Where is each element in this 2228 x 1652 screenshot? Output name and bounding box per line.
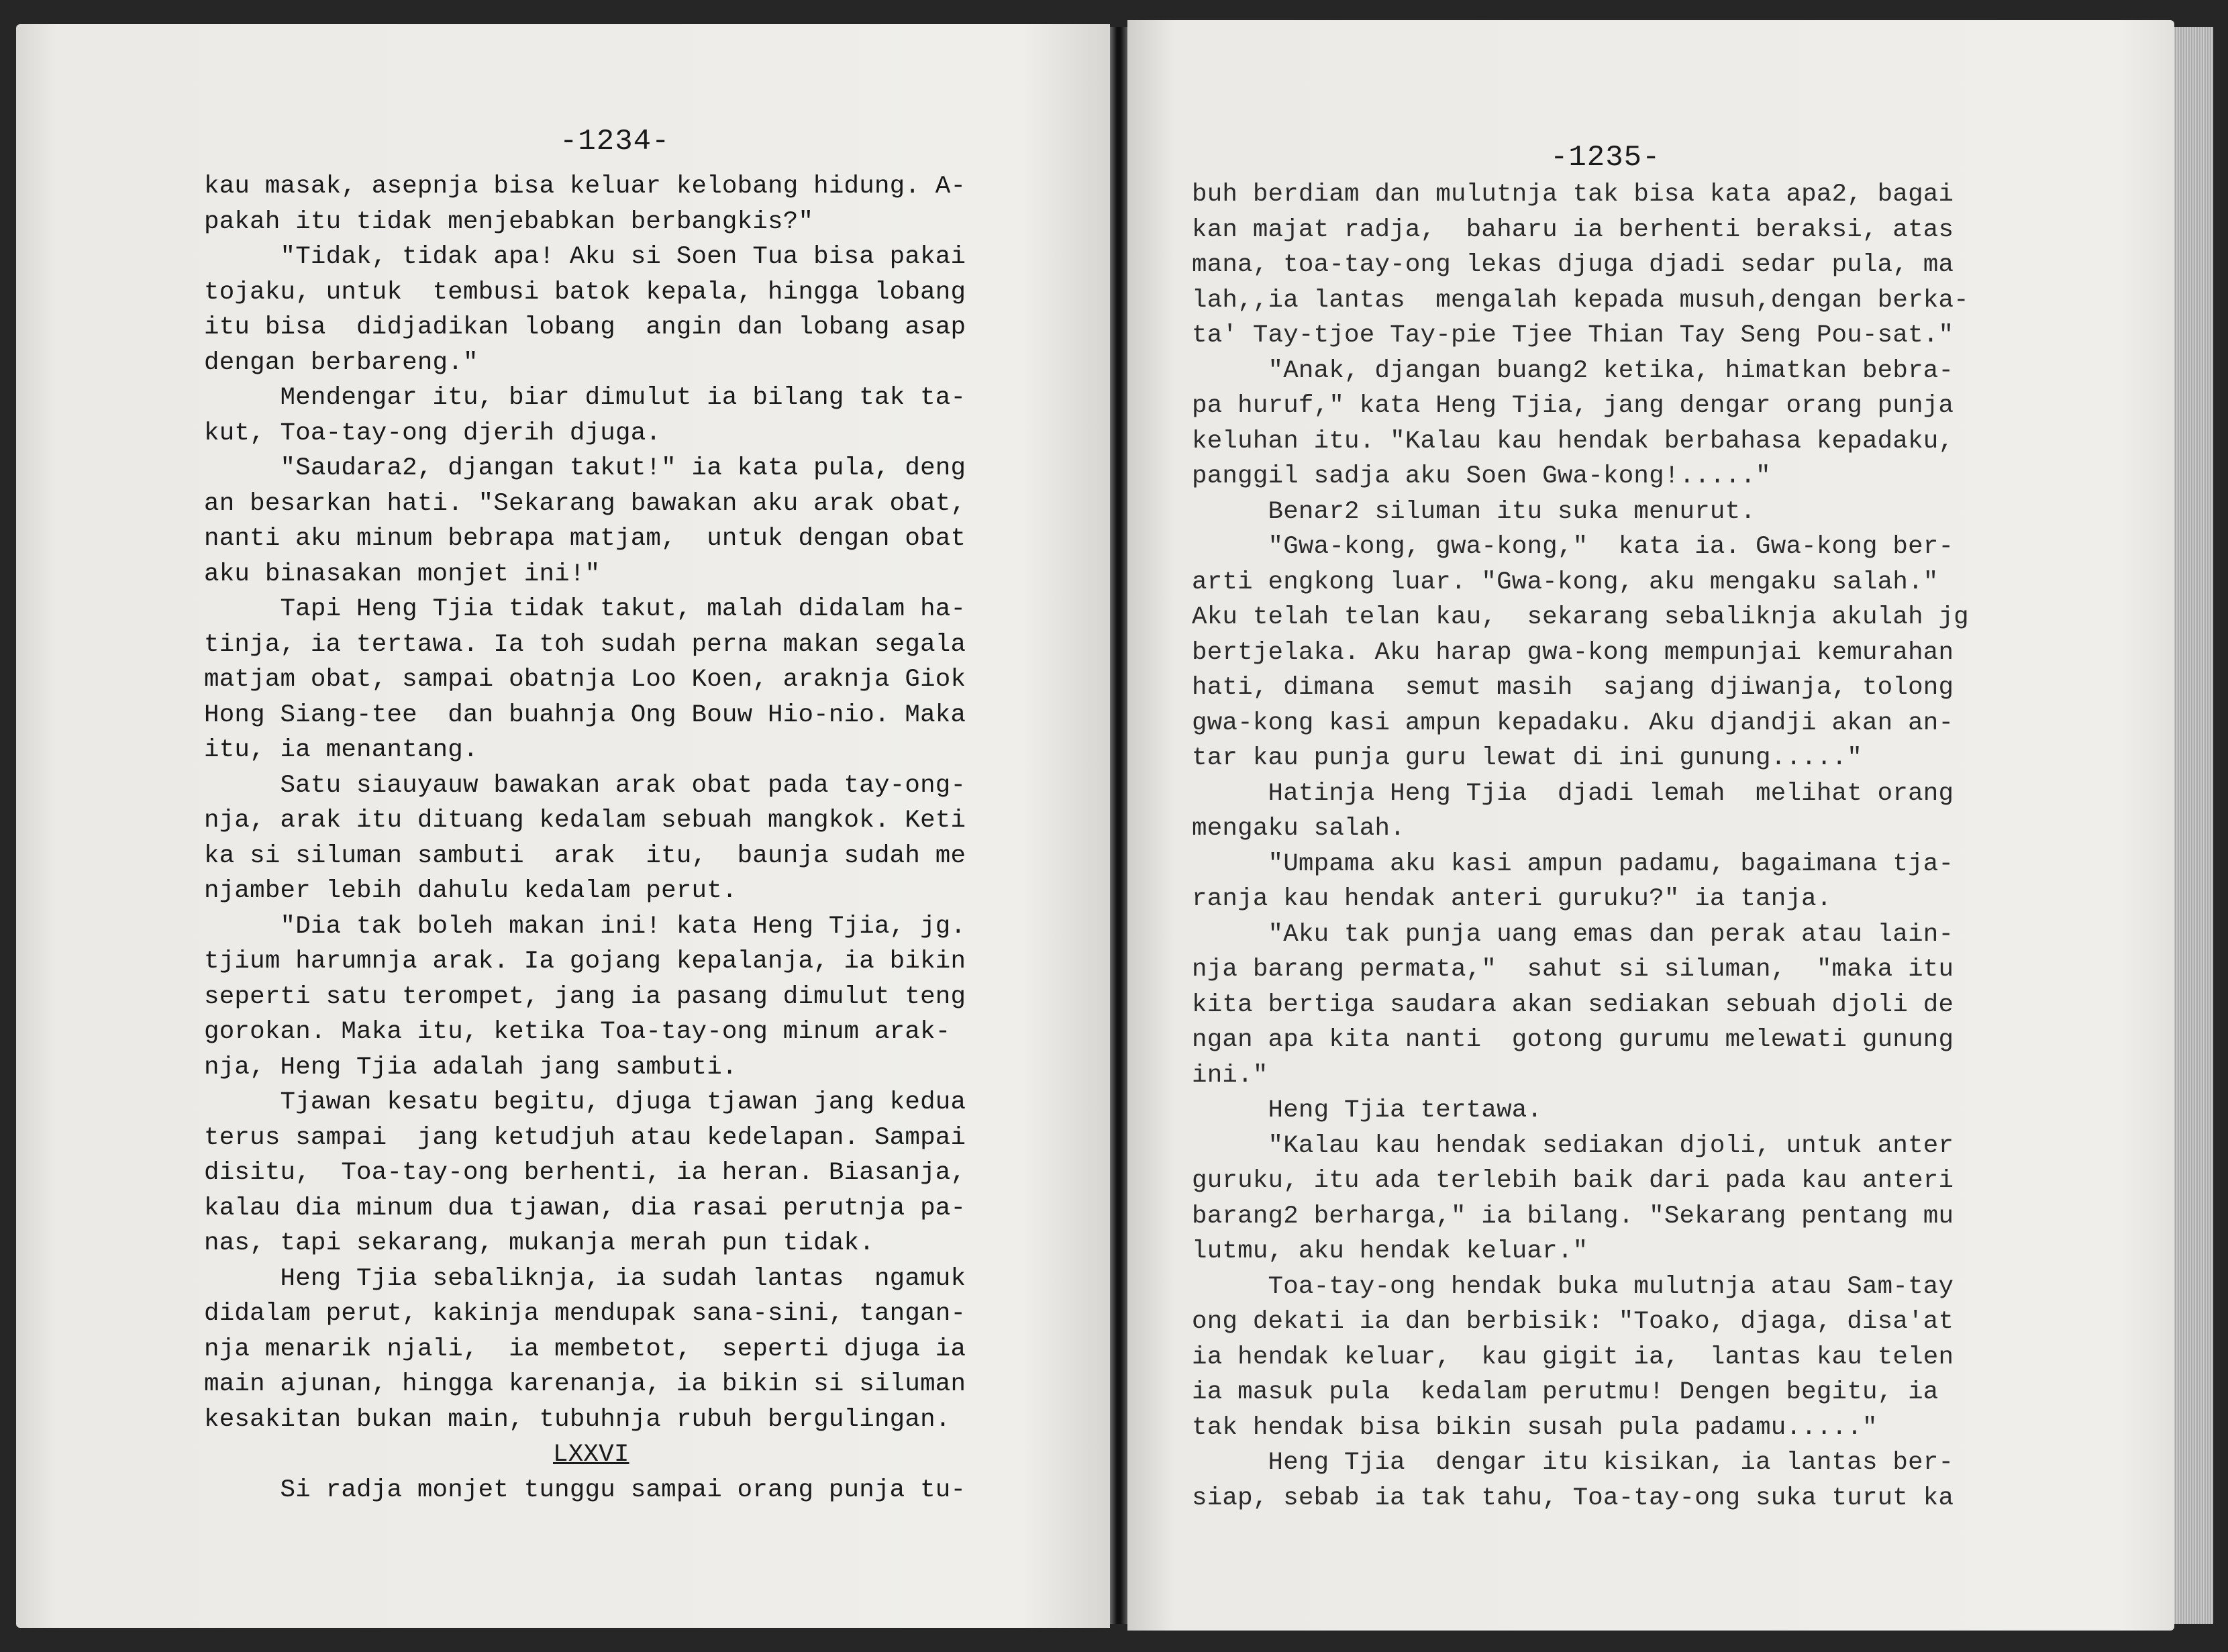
- book-gutter: [1110, 27, 1127, 1624]
- text-line: Si radja monjet tunggu sampai orang punja tu-: [204, 1476, 966, 1504]
- text-line: "Saudara2, djangan takut!" ia kata pula, deng: [204, 454, 966, 482]
- text-line: nja, arak itu dituang kedalam sebuah mangkok. Keti: [204, 807, 966, 835]
- left-page-text: [204, 169, 966, 1508]
- text-line: ini.": [1192, 1061, 1268, 1090]
- text-line: hati, dimana semut masih sajang djiwanja, tolong: [1192, 674, 1954, 702]
- text-line: Heng Tjia sebaliknja, ia sudah lantas ngamuk: [204, 1264, 966, 1293]
- text-line: Tapi Heng Tjia tidak takut, malah didalam ha-: [204, 595, 966, 623]
- text-line: lah,,ia lantas mengalah kepada musuh,dengan berka-: [1192, 286, 1969, 315]
- text-line: nja, Heng Tjia adalah jang sambuti.: [204, 1053, 738, 1082]
- text-line: ta' Tay-tjoe Tay-pie Tjee Thian Tay Seng Pou-sat.": [1192, 321, 1954, 350]
- text-line: kita bertiga saudara akan sediakan sebuah djoli de: [1192, 990, 1954, 1019]
- text-line: kau masak, asepnja bisa keluar kelobang hidung. A-: [204, 172, 966, 201]
- text-line: tinja, ia tertawa. Ia toh sudah perna makan segala: [204, 630, 966, 659]
- right-page-text: [1192, 177, 1969, 1516]
- text-line: "Umpama aku kasi ampun padamu, bagaimana tja-: [1192, 849, 1954, 878]
- text-line: kut, Toa-tay-ong djerih djuga.: [204, 419, 662, 448]
- text-line: "Tidak, tidak apa! Aku si Soen Tua bisa pakai: [204, 243, 966, 271]
- text-line: kesakitan bukan main, tubuhnja rubuh bergulingan.: [204, 1405, 951, 1434]
- text-line: didalam perut, kakinja mendupak sana-sini, tangan-: [204, 1300, 966, 1328]
- text-line: ranja kau hendak anteri guruku?" ia tanja.: [1192, 885, 1832, 913]
- text-line: njamber lebih dahulu kedalam perut.: [204, 877, 738, 905]
- text-line: itu bisa didjadikan lobang angin dan lobang asap: [204, 313, 966, 342]
- text-line: main ajunan, hingga karenanja, ia bikin si siluman: [204, 1370, 966, 1398]
- text-line: gorokan. Maka itu, ketika Toa-tay-ong minum arak-: [204, 1018, 951, 1046]
- chapter-heading: LXXVI: [553, 1441, 629, 1469]
- text-line: "Dia tak boleh makan ini! kata Heng Tjia, jg.: [204, 912, 966, 941]
- text-line: arti engkong luar. "Gwa-kong, aku mengaku salah.": [1192, 568, 1939, 597]
- text-line: lutmu, aku hendak keluar.": [1192, 1237, 1588, 1266]
- text-line: bertjelaka. Aku harap gwa-kong mempunjai kemurahan: [1192, 638, 1954, 667]
- text-line: Aku telah telan kau, sekarang sebaliknja akulah jg: [1192, 603, 1969, 631]
- text-line: Toa-tay-ong hendak buka mulutnja atau Sam-tay: [1192, 1272, 1954, 1301]
- right-page: [1127, 20, 2174, 1631]
- text-line: seperti satu terompet, jang ia pasang dimulut teng: [204, 982, 966, 1011]
- text-line: aku binasakan monjet ini!": [204, 560, 601, 588]
- text-line: ia hendak keluar, kau gigit ia, lantas kau telen: [1192, 1343, 1954, 1372]
- text-line: nanti aku minum bebrapa matjam, untuk dengan obat: [204, 525, 966, 553]
- text-line: nas, tapi sekarang, mukanja merah pun tidak.: [204, 1229, 874, 1257]
- text-line: kan majat radja, baharu ia berhenti beraksi, atas: [1192, 215, 1954, 244]
- page-number-right: -1235-: [1550, 141, 1661, 174]
- text-line: Tjawan kesatu begitu, djuga tjawan jang kedua: [204, 1088, 966, 1117]
- text-line: ngan apa kita nanti gotong gurumu melewati gunung: [1192, 1026, 1954, 1054]
- text-line: siap, sebab ia tak tahu, Toa-tay-ong suka turut ka: [1192, 1484, 1954, 1512]
- text-line: matjam obat, sampai obatnja Loo Koen, araknja Giok: [204, 666, 966, 694]
- text-line: itu, ia menantang.: [204, 736, 478, 764]
- text-line: ka si siluman sambuti arak itu, baunja sudah me: [204, 841, 966, 870]
- text-line: "Kalau kau hendak sediakan djoli, untuk anter: [1192, 1131, 1954, 1160]
- text-line: ia masuk pula kedalam perutmu! Dengen begitu, ia: [1192, 1378, 1939, 1406]
- text-line: Heng Tjia dengar itu kisikan, ia lantas ber-: [1192, 1449, 1954, 1477]
- text-line: tar kau punja guru lewat di ini gunung.....": [1192, 744, 1862, 772]
- text-line: keluhan itu. "Kalau kau hendak berbahasa kepadaku,: [1192, 427, 1954, 456]
- text-line: dengan berbareng.": [204, 348, 478, 377]
- text-line: ong dekati ia dan berbisik: "Toako, djaga, disa'at: [1192, 1308, 1954, 1336]
- text-line: "Anak, djangan buang2 ketika, himatkan bebra-: [1192, 356, 1954, 385]
- text-line: pakah itu tidak menjebabkan berbangkis?": [204, 207, 814, 236]
- text-line: mengaku salah.: [1192, 815, 1405, 843]
- text-line: an besarkan hati. "Sekarang bawakan aku arak obat,: [204, 489, 966, 518]
- text-line: Hatinja Heng Tjia djadi lemah melihat orang: [1192, 779, 1954, 808]
- text-line: kalau dia minum dua tjawan, dia rasai perutnja pa-: [204, 1194, 966, 1223]
- text-line: tojaku, untuk tembusi batok kepala, hingga lobang: [204, 278, 966, 307]
- text-line: nja barang permata," sahut si siluman, "maka itu: [1192, 956, 1954, 984]
- text-line: terus sampai jang ketudjuh atau kedelapan. Sampai: [204, 1123, 966, 1152]
- text-line: pa huruf," kata Heng Tjia, jang dengar orang punja: [1192, 392, 1954, 420]
- text-line: buh berdiam dan mulutnja tak bisa kata apa2, bagai: [1192, 180, 1954, 209]
- text-line: gwa-kong kasi ampun kepadaku. Aku djandji akan an-: [1192, 709, 1954, 737]
- text-line: guruku, itu ada terlebih baik dari pada kau anteri: [1192, 1167, 1954, 1195]
- text-line: "Gwa-kong, gwa-kong," kata ia. Gwa-kong ber-: [1192, 533, 1954, 561]
- page-edges: [2174, 27, 2213, 1624]
- page-number-left: -1234-: [560, 125, 670, 158]
- text-line: Satu siauyauw bawakan arak obat pada tay-ong-: [204, 771, 966, 800]
- text-line: disitu, Toa-tay-ong berhenti, ia heran. Biasanja,: [204, 1159, 966, 1187]
- left-page: [16, 24, 1110, 1628]
- text-line: Benar2 siluman itu suka menurut.: [1192, 497, 1756, 526]
- text-line: panggil sadja aku Soen Gwa-kong!.....": [1192, 462, 1771, 491]
- text-line: Mendengar itu, biar dimulut ia bilang tak ta-: [204, 384, 966, 412]
- text-line: nja menarik njali, ia membetot, seperti djuga ia: [204, 1335, 966, 1363]
- text-line: barang2 berharga," ia bilang. "Sekarang pentang mu: [1192, 1202, 1954, 1231]
- text-line: tak hendak bisa bikin susah pula padamu.....": [1192, 1413, 1878, 1442]
- text-line: tjium harumnja arak. Ia gojang kepalanja, ia bikin: [204, 947, 966, 976]
- text-line: "Aku tak punja uang emas dan perak atau lain-: [1192, 920, 1954, 949]
- text-line: Hong Siang-tee dan buahnja Ong Bouw Hio-nio. Maka: [204, 701, 966, 729]
- text-line: Heng Tjia tertawa.: [1192, 1096, 1543, 1125]
- text-line: mana, toa-tay-ong lekas djuga djadi sedar pula, ma: [1192, 251, 1954, 279]
